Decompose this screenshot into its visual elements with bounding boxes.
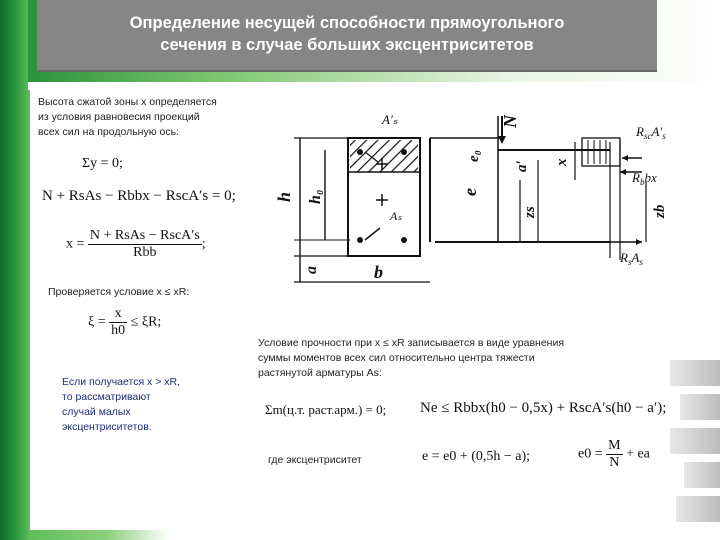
equation-x: x = $\frac{\text{N + RsAs − RscA′s}}{\text{Rbb}}$ ; [66, 228, 206, 260]
left-green-strip [0, 0, 28, 540]
label-b: b [374, 262, 383, 282]
label-As-bottom: Aₛ [390, 209, 402, 223]
label-zb: zb [652, 204, 668, 218]
label-Rb: $R_bbx$ [632, 170, 657, 187]
equation-xi: ξ = $\frac{x}{h0}$ ≤ ξR; [88, 306, 162, 338]
equation-e0: e0 = $\frac{M}{N}$ + ea [578, 438, 650, 470]
right-decor-stripes [670, 360, 720, 540]
label-Rs: $R_sA_s$ [620, 250, 643, 267]
intro-text: Высота сжатой зоны x определяется из условия равновесия проекций всех сил на продольную ось: [38, 96, 217, 138]
title-line-1: Определение несущей способности прямоугольного [129, 14, 565, 32]
eccentricity-text: где эксцентриситет [268, 454, 362, 466]
label-e0: e₀ [466, 150, 482, 162]
compressed-zone [350, 140, 418, 172]
label-Rsc: $R_{sc}A'_s$ [636, 124, 666, 141]
check-condition-text: Проверяется условие x ≤ xR: [48, 286, 190, 298]
label-h0: h₀ [307, 189, 324, 204]
equation-e: e = e0 + (0,5h − a); [422, 449, 531, 464]
label-e: e [460, 188, 480, 196]
small-eccentricity-note: Если получается x > xR, то рассматривают случай малых эксцентриситетов. [62, 376, 181, 433]
slide-title [37, 12, 657, 56]
equation-sum-y: Σy = 0; [82, 156, 123, 171]
label-N: N [500, 115, 520, 128]
label-h: h [274, 191, 294, 202]
equation-x-denominator: Rbb [133, 245, 157, 260]
equation-equilibrium: N + RsAs − Rbbx − RscA′s = 0; [42, 188, 236, 204]
label-As-top: A′ₛ [382, 112, 398, 127]
label-a: a [303, 266, 320, 274]
equation-ne: Ne ≤ Rbbx(h0 − 0,5x) + RscA′s(h0 − a′); [420, 400, 667, 416]
section-diagram [270, 100, 690, 300]
title-line-2: сечения в случае больших эксцентриситетов [160, 36, 534, 54]
equation-moment-sum: Σm(ц.т. раст.арм.) = 0; [265, 402, 387, 417]
equation-x-numerator: N + RsAs − RscA′s [89, 228, 200, 243]
label-x: x [554, 158, 570, 166]
label-a-prime: a′ [514, 160, 530, 172]
label-zs: zs [522, 206, 538, 218]
strength-condition-text: Условие прочности при x ≤ xR записывается в виде уравнения суммы моментов всех сил относительно центра тяжести растянутой арматуры As: [258, 337, 565, 379]
